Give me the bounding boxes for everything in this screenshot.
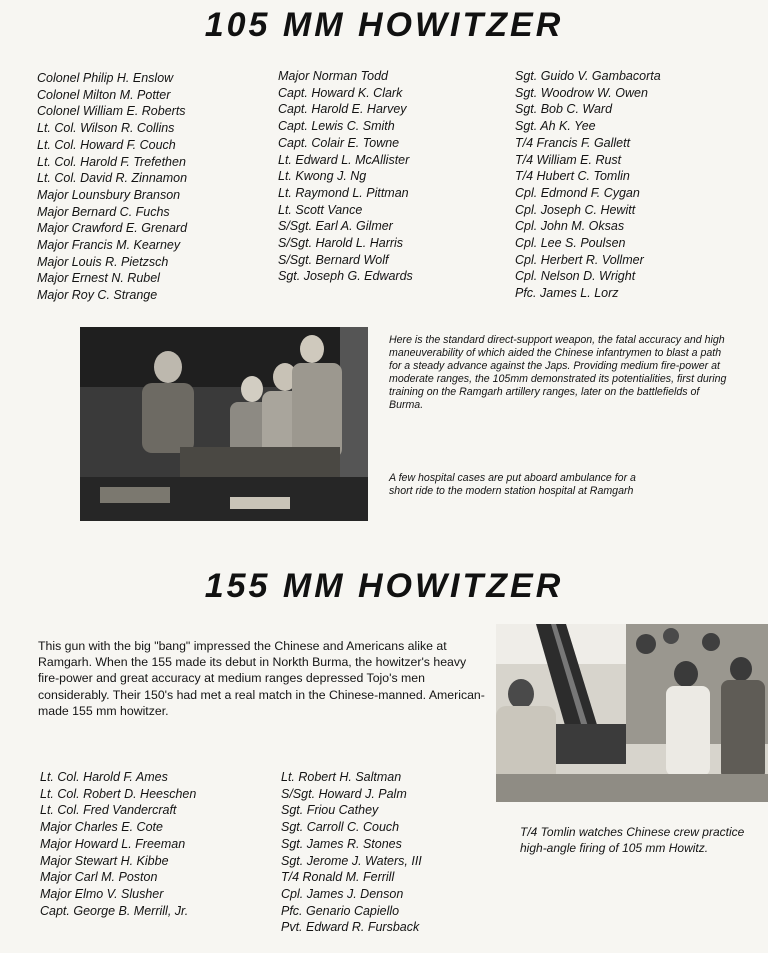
roster-105-col3 xyxy=(515,68,661,302)
roster-name: S/Sgt. Earl A. Gilmer xyxy=(278,219,393,234)
roster-name: Major Howard L. Freeman xyxy=(40,836,186,851)
roster-name: Capt. Lewis C. Smith xyxy=(278,119,395,134)
roster-name: Major Carl M. Poston xyxy=(40,870,158,885)
roster-name: Colonel Milton M. Potter xyxy=(37,87,171,102)
roster-name: Lt. Col. Robert D. Heeschen xyxy=(40,786,197,801)
roster-name: Cpl. John M. Oksas xyxy=(515,219,625,234)
roster-name: Capt. Colair E. Towne xyxy=(278,135,400,150)
roster-name: Lt. Col. Harold F. Ames xyxy=(40,770,168,784)
roster-name: Lt. Col. Wilson R. Collins xyxy=(37,121,175,136)
roster-name: T/4 Francis F. Gallett xyxy=(515,135,631,150)
roster-name: Lt. Edward L. McAllister xyxy=(278,152,410,167)
ambulance-photo-caption: A few hospital cases are put aboard ambulance for a short ride to the modern station hospital at Ramgarh xyxy=(389,472,636,497)
section-title-105mm: 105 MM HOWITZER xyxy=(204,6,564,44)
howitzer-photo-caption: T/4 Tomlin watches Chinese crew practice high-angle firing of 105 mm Howitz. xyxy=(520,825,745,855)
roster-name: Major Norman Todd xyxy=(278,69,389,83)
roster-name: Major Francis M. Kearney xyxy=(37,238,181,253)
roster-name: Lt. Col. Harold F. Trefethen xyxy=(37,154,186,169)
roster-name: Colonel William E. Roberts xyxy=(37,104,186,119)
roster-name: Sgt. Ah K. Yee xyxy=(515,119,596,134)
roster-name: Pfc. Genario Capiello xyxy=(281,903,400,918)
roster-name: Major Lounsbury Branson xyxy=(37,187,181,202)
roster-155-col2 xyxy=(281,769,422,936)
roster-name: Major Bernard C. Fuchs xyxy=(37,204,170,219)
roster-name: Sgt. Carroll C. Couch xyxy=(281,820,400,835)
roster-name: Capt. Harold E. Harvey xyxy=(278,102,407,117)
roster-name: Sgt. Woodrow W. Owen xyxy=(515,85,648,100)
roster-name: Sgt. Guido V. Gambacorta xyxy=(515,69,661,83)
roster-name: T/4 Ronald M. Ferrill xyxy=(281,870,395,885)
roster-name: Colonel Philip H. Enslow xyxy=(37,71,174,85)
roster-name: Major Crawford E. Grenard xyxy=(37,221,188,236)
roster-name: Sgt. Bob C. Ward xyxy=(515,102,613,117)
roster-name: Sgt. Friou Cathey xyxy=(281,803,379,818)
roster-name: Pvt. Edward R. Fursback xyxy=(281,920,420,935)
roster-name: Pfc. James L. Lorz xyxy=(515,286,619,301)
roster-name: Lt. Col. Fred Vandercraft xyxy=(40,803,177,818)
roster-name: Sgt. James R. Stones xyxy=(281,836,402,851)
roster-name: Major Roy C. Strange xyxy=(37,288,158,303)
roster-name: Major Stewart H. Kibbe xyxy=(40,853,169,868)
roster-name: Capt. Howard K. Clark xyxy=(278,85,403,100)
howitzer-photo xyxy=(496,624,768,802)
weapon-description-155: This gun with the big "bang" impressed the Chinese and Americans alike at Ramgarh. When the 155 made its debut in Norkth Burma, the howitzer's heavy fire-power and great accuracy at medium ranges depressed Tojo's men considerably. Their 150's had met a real match in the Chinese-manned. American-made 155 mm howitzer. xyxy=(38,639,485,718)
roster-name: Cpl. James J. Denson xyxy=(281,886,404,901)
roster-name: Cpl. Lee S. Poulsen xyxy=(515,236,626,251)
roster-name: S/Sgt. Bernard Wolf xyxy=(278,252,389,267)
roster-name: Lt. Raymond L. Pittman xyxy=(278,185,409,200)
roster-name: Major Ernest N. Rubel xyxy=(37,271,160,286)
roster-name: Lt. Scott Vance xyxy=(278,202,363,217)
roster-name: T/4 Hubert C. Tomlin xyxy=(515,169,630,184)
roster-name: S/Sgt. Harold L. Harris xyxy=(278,236,404,251)
roster-name: Major Elmo V. Slusher xyxy=(40,886,164,901)
section-title-155mm: 155 MM HOWITZER xyxy=(204,567,564,605)
roster-name: S/Sgt. Howard J. Palm xyxy=(281,786,407,801)
roster-name: Capt. George B. Merrill, Jr. xyxy=(40,903,189,918)
roster-name: Cpl. Joseph C. Hewitt xyxy=(515,202,636,217)
ambulance-photo-image xyxy=(80,327,368,521)
roster-name: Cpl. Edmond F. Cygan xyxy=(515,185,640,200)
weapon-description-105: Here is the standard direct-support weapon, the fatal accuracy and high maneuverability of which aided the Chinese infantrymen to blast a path for a steady advance against the Japs. Providing medium fire-power at moderate ranges, the 105mm demonstrated its potentialities, first during training on the Ramgarh artillery ranges, later on the battlefields of Burma. xyxy=(389,334,727,411)
roster-name: Sgt. Joseph G. Edwards xyxy=(278,269,413,284)
roster-name: Major Louis R. Pietzsch xyxy=(37,254,169,269)
howitzer-photo-image xyxy=(496,624,768,802)
roster-name: Major Charles E. Cote xyxy=(40,820,163,835)
roster-name: Cpl. Nelson D. Wright xyxy=(515,269,636,284)
roster-name: Lt. Col. David R. Zinnamon xyxy=(37,171,188,186)
roster-name: T/4 William E. Rust xyxy=(515,152,622,167)
roster-105-col2 xyxy=(278,68,413,285)
roster-name: Sgt. Jerome J. Waters, III xyxy=(281,853,422,868)
roster-name: Lt. Robert H. Saltman xyxy=(281,770,402,784)
ambulance-photo xyxy=(80,327,368,521)
roster-105-col1 xyxy=(37,70,187,304)
roster-155-col1 xyxy=(40,769,196,919)
roster-name: Cpl. Herbert R. Vollmer xyxy=(515,252,644,267)
roster-name: Lt. Col. Howard F. Couch xyxy=(37,137,176,152)
roster-name: Lt. Kwong J. Ng xyxy=(278,169,367,184)
